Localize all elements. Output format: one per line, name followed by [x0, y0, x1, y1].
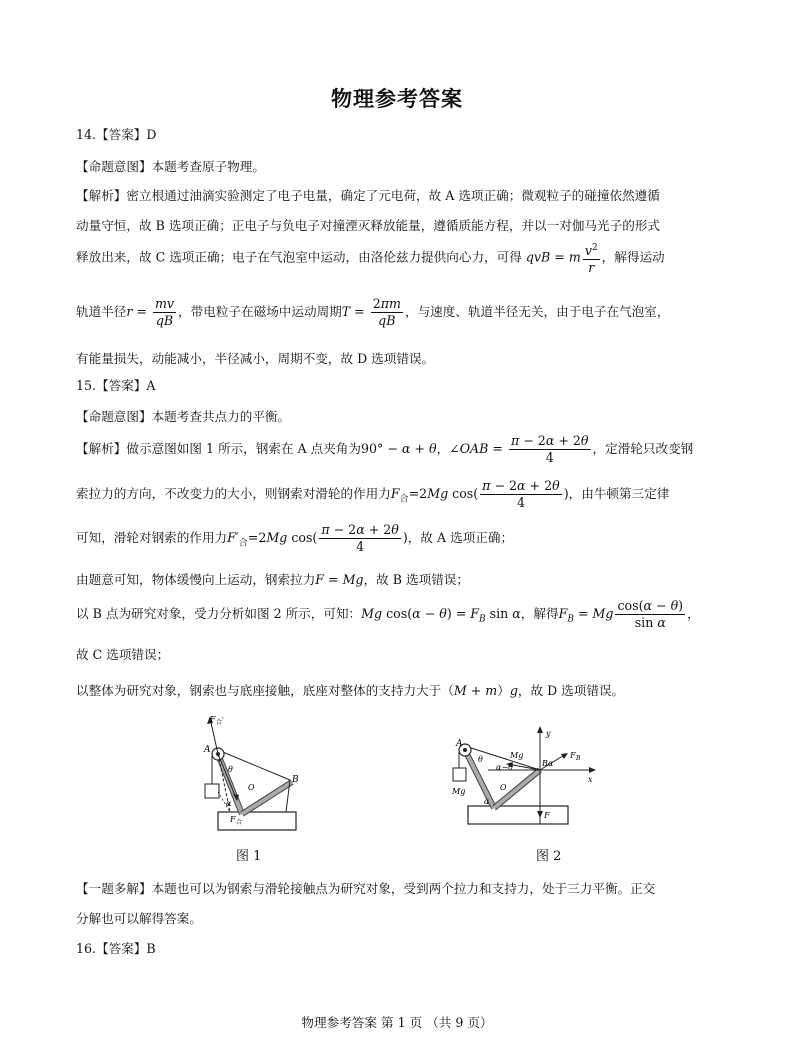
q15-analysis-line2: 索拉力的方向，不改变力的大小，则钢索对滑轮的作用力$F_合=2Mg$ cos( $\frac{\pi - 2\alpha + 2\theta}{4}$ )，由牛顿第三定律: [76, 478, 670, 510]
q14-analysis-line4: 轨道半径r = $\frac{mv}{qB}$ ，带电粒子在磁场中运动周期T = $\frac{2\pi m}{qB}$ ，与速度、轨道半径无关，由于电子在气泡室，: [76, 296, 670, 328]
q14-analysis-line1: 【解析】密立根通过油滴实验测定了电子电量，确定了元电荷，故 A 选项正确；微观粒子的碰撞依然遵循: [76, 188, 660, 203]
q14-intent: 【命题意图】本题考查原子物理。: [76, 159, 265, 174]
svg-text:′: ′: [222, 716, 224, 725]
figure-2-diagram: [448, 724, 598, 839]
page-title: 物理参考答案: [331, 86, 463, 111]
svg-text:x: x: [588, 775, 593, 784]
figure-2-caption: 图 2: [536, 849, 562, 864]
svg-text:F: F: [230, 815, 236, 824]
figure-1-caption: 图 1: [236, 849, 262, 864]
svg-text:A: A: [456, 739, 463, 749]
svg-text:y: y: [546, 729, 551, 738]
q16-answer: 16.【答案】B: [76, 941, 156, 956]
q14-analysis-line3: 释放出来，故 C 选项正确；电子在气泡室中运动，由洛伦兹力提供向心力，可得 qvB = m $\frac{v^2}{r}$ ，解得运动: [76, 240, 724, 276]
svg-text:B: B: [292, 775, 299, 785]
svg-text:合: 合: [236, 819, 243, 826]
q15-analysis-line6: 故 C 选项错误；: [76, 647, 170, 662]
svg-text:θ: θ: [228, 765, 233, 774]
svg-text:Mg: Mg: [452, 787, 466, 796]
svg-text:Bα: Bα: [542, 759, 554, 768]
q15-analysis-line5: 以 B 点为研究对象，受力分析如图 2 所示，可知：Mg $\cos(\alpha - \theta) = F_B$ sin α，解得$F_B = Mg$ $\frac{\cos(\alpha - \theta)}{\text{sin α}}$ ，: [76, 598, 700, 630]
q15-analysis-line7: 以整体为研究对象，钢索也与底座接触，底座对整体的支持力大于（M + m）g，故 D 选项错误。: [76, 683, 625, 698]
page-footer: 物理参考答案 第 1 页 （共 9 页）: [301, 1015, 493, 1030]
q15-analysis-line1: 【解析】做示意图如图 1 所示，钢索在 A 点夹角为90° − α + θ，∠OAB = $\frac{\pi - 2\alpha + 2\theta}{4}$ ，定滑轮只改变钢: [76, 433, 694, 465]
svg-text:θ: θ: [478, 755, 483, 764]
svg-text:O: O: [248, 783, 255, 792]
q15-answer: 15.【答案】A: [76, 378, 156, 393]
figure-1-diagram: [190, 712, 310, 837]
q14-analysis-line2: 动量守恒，故 B 选项正确；正电子与负电子对撞湮灭释放能量，遵循质能方程，并以一对伽马光子的形式: [76, 218, 660, 233]
svg-text:Mg: Mg: [510, 751, 524, 760]
svg-text:F: F: [570, 751, 576, 760]
svg-text:α: α: [226, 799, 232, 808]
svg-text:F: F: [544, 811, 550, 820]
q14-analysis-line5: 有能量损失，动能减小，半径减小，周期不变，故 D 选项错误。: [76, 351, 435, 366]
svg-text:α−θ: α−θ: [496, 763, 513, 772]
q15-extra-line2: 分解也可以解得答案。: [76, 911, 202, 926]
q15-analysis-line4: 由题意可知，物体缓慢向上运动，钢索拉力F = Mg，故 B 选项错误；: [76, 572, 469, 587]
svg-text:合: 合: [216, 719, 223, 726]
q15-analysis-line3: 可知，滑轮对钢索的作用力$F'_合=2Mg$ cos( $\frac{\pi - 2\alpha + 2\theta}{4}$ )，故 A 选项正确；: [76, 522, 514, 554]
svg-text:O: O: [500, 783, 507, 792]
svg-text:α: α: [484, 797, 490, 806]
svg-text:F: F: [210, 715, 216, 724]
q15-intent: 【命题意图】本题考查共点力的平衡。: [76, 409, 291, 424]
svg-text:B: B: [576, 755, 581, 762]
q14-answer: 14.【答案】D: [76, 127, 157, 142]
svg-text:A: A: [204, 745, 211, 755]
q15-extra-line1: 【一题多解】本题也可以为钢索与滑轮接触点为研究对象，受到两个拉力和支持力，处于三力平衡。正交: [76, 881, 656, 896]
